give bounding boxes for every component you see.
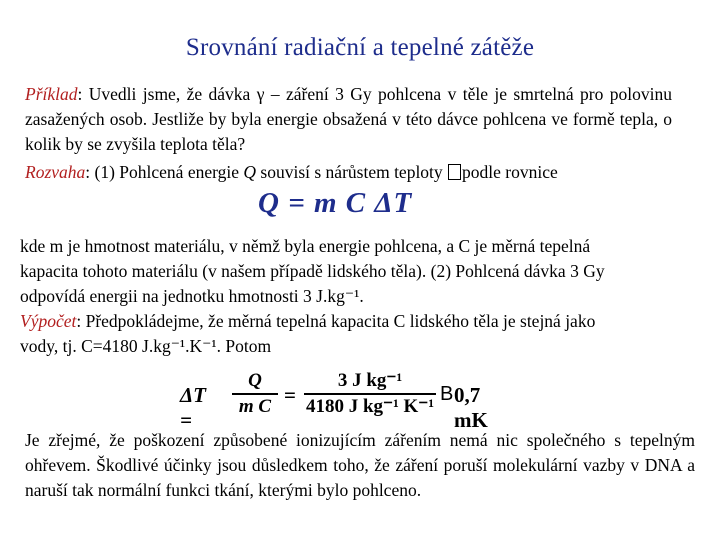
calculation-line-2: vody, tj. C=4180 J.kg⁻¹.K⁻¹. Potom bbox=[20, 336, 272, 356]
eq-approx: B bbox=[440, 383, 454, 405]
reasoning-paragraph bbox=[25, 160, 672, 185]
heat-equation: Q = m C ΔT bbox=[258, 187, 413, 219]
eq-fraction-2 bbox=[304, 370, 436, 418]
reasoning-text-3: podle rovnice bbox=[462, 162, 558, 182]
explanation-paragraph bbox=[20, 234, 690, 359]
eq-equals: = bbox=[284, 383, 296, 407]
calculation-text-1: : Předpokládejme, že měrná tepelná kapacita C lidského těla je stejná jako bbox=[76, 311, 596, 331]
calculation-line-1 bbox=[20, 309, 690, 334]
reasoning-q: Q bbox=[243, 162, 257, 182]
eq-frac2-bar bbox=[304, 393, 436, 395]
example-text: : Uvedli jsme, že dávka γ – záření 3 Gy pohlcena v těle je smrtelná pro polovinu zasažených osob. Jestliže by byla energie obsažená v této dávce pohlcena ve formě tepla, o kolik by se zvyšila teplota těla? bbox=[25, 84, 672, 154]
reasoning-label: Rozvaha bbox=[25, 162, 86, 182]
eq-frac2-den: 4180 J kg⁻¹ K⁻¹ bbox=[305, 396, 435, 417]
reasoning-text-2: souvisí s nárůstem teploty bbox=[256, 162, 448, 182]
calculation-label: Výpočet bbox=[20, 311, 77, 331]
page-title: Srovnání radiační a tepelné zátěže bbox=[185, 34, 535, 61]
explanation-line-2: kapacita tohoto materiálu (v našem případě lidského těla). (2) Pohlcená dávka 3 Gy bbox=[20, 261, 605, 281]
eq-frac2-num: 3 J kg⁻¹ bbox=[337, 370, 403, 391]
example-label: Příklad bbox=[25, 84, 78, 104]
eq-fraction-1 bbox=[232, 370, 278, 418]
eq-frac1-bar bbox=[232, 393, 278, 395]
explanation-line-1: kde m je hmotnost materiálu, v němž byla energie pohlcena, a C je měrná tepelná bbox=[20, 236, 591, 256]
conclusion-paragraph: Je zřejmé, že poškození způsobené ionizujícím zářením nemá nic společného s tepelným ohřevem. Škodlivé účinky jsou důsledkem toho, že záření poruší molekulární vazby v DNA a naruší tak normální funkci tkání, kterými bylo pohlceno. bbox=[25, 430, 695, 500]
eq-frac1-num: Q bbox=[248, 370, 262, 391]
eq-result: 0,7 mK bbox=[454, 383, 488, 432]
explanation-line-3: odpovídá energii na jednotku hmotnosti 3 J.kg⁻¹. bbox=[20, 286, 364, 306]
missing-glyph-box bbox=[448, 164, 461, 180]
eq-lhs: ΔT = bbox=[180, 383, 206, 432]
reasoning-text-1: : (1) Pohlcená energie bbox=[85, 162, 244, 182]
eq-frac1-den: m C bbox=[238, 396, 272, 417]
example-paragraph bbox=[25, 82, 672, 157]
